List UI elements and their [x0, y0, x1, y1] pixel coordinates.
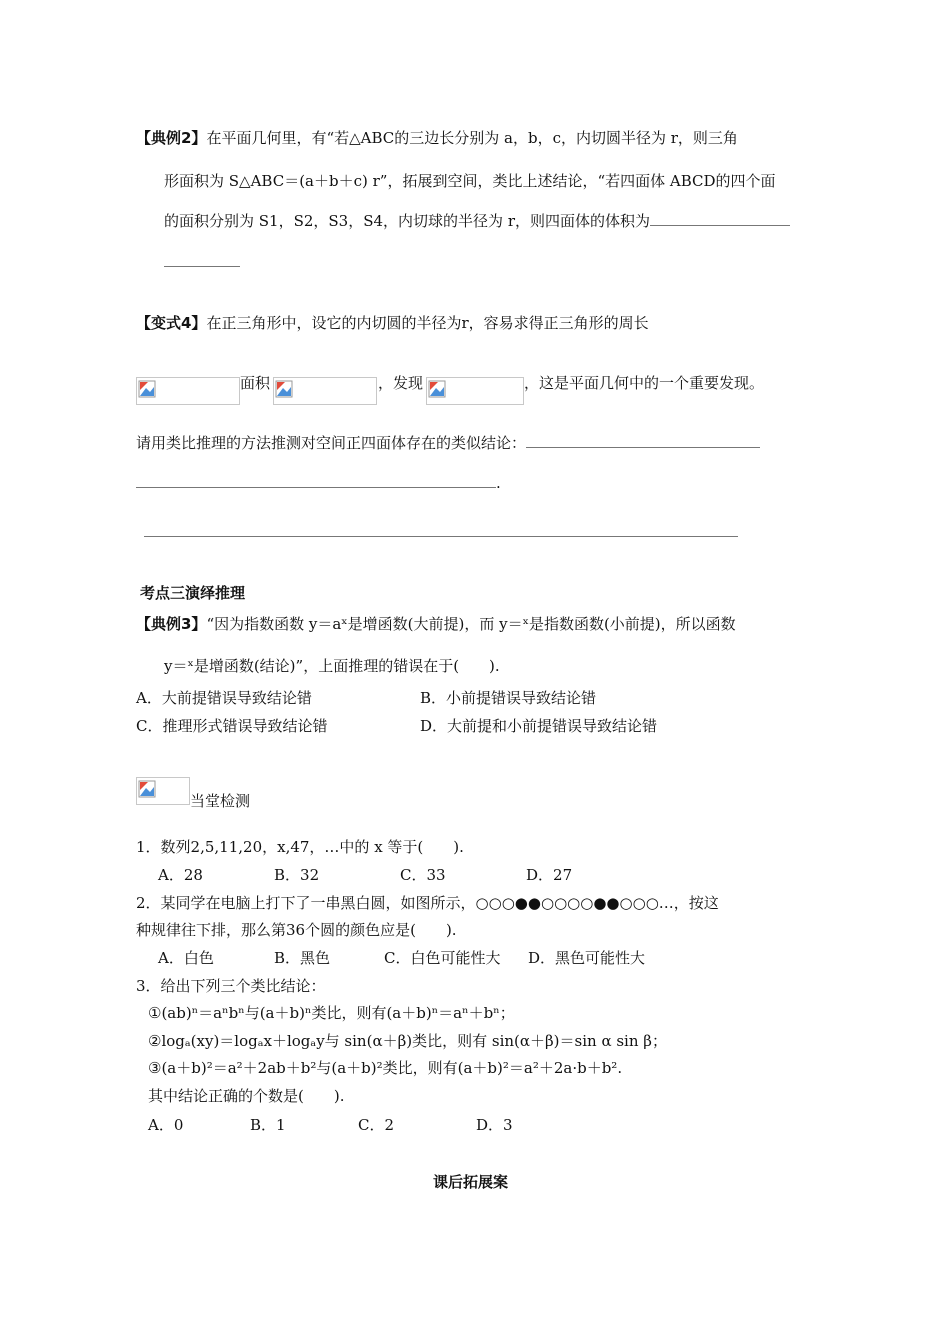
question-2-line-1: 2．某同学在电脑上打下了一串黑白圆，如图所示，○○○●●○○○○●●○○○…，按这 — [136, 894, 719, 912]
example-3-text-1: “因为指数函数 y＝aˣ是增函数(大前提)，而 y＝ˣ是指数函数(小前提)，所以函数 — [206, 615, 736, 633]
q2-option-b[interactable]: B．黑色 — [274, 949, 331, 967]
example-2-text-3: 的面积分别为 S1，S2，S3，S4，内切球的半径为 r，则四面体的体积为 — [164, 212, 650, 230]
variant-4-text-1: 在正三角形中，设它的内切圆的半径为r，容易求得正三角形的周长 — [206, 314, 649, 332]
example-2-line-1 — [136, 127, 738, 148]
class-test-title: 当堂检测 — [190, 792, 251, 810]
broken-image-icon — [136, 377, 240, 405]
answer-blank[interactable] — [650, 211, 790, 226]
question-3-ask: 其中结论正确的个数是( ). — [148, 1087, 345, 1105]
option-b[interactable]: B．小前提错误导致结论错 — [420, 689, 597, 707]
option-d[interactable]: D．大前提和小前提错误导致结论错 — [420, 717, 658, 735]
option-a[interactable]: A．大前提错误导致结论错 — [136, 689, 312, 707]
q3-option-a[interactable]: A．0 — [148, 1116, 184, 1134]
answer-line[interactable] — [144, 536, 738, 537]
question-3-stem: 3．给出下列三个类比结论： — [136, 977, 326, 995]
example-2-line-3 — [164, 210, 790, 231]
variant-4-line-3 — [136, 432, 760, 453]
question-3-item-3: ③(a＋b)²＝a²＋2ab＋b²与(a＋b)²类比，则有(a＋b)²＝a²＋2a·b＋b². — [148, 1059, 623, 1077]
q1-option-c[interactable]: C．33 — [400, 866, 446, 884]
q2-option-c[interactable]: C．白色可能性大 — [384, 949, 501, 967]
section-title-after-class: 课后拓展案 — [433, 1173, 509, 1191]
found-label: ，发现 — [378, 374, 424, 392]
answer-blank[interactable] — [526, 433, 760, 448]
example-3-label: 【典例3】 — [136, 615, 207, 633]
q2-option-a[interactable]: A．白色 — [158, 949, 214, 967]
broken-image-icon — [273, 377, 377, 405]
q3-option-b[interactable]: B．1 — [250, 1116, 286, 1134]
q3-option-c[interactable]: C．2 — [358, 1116, 395, 1134]
q1-option-b[interactable]: B．32 — [274, 866, 320, 884]
answer-blank-continued[interactable] — [164, 266, 240, 267]
question-3-item-1: ①(ab)ⁿ＝aⁿbⁿ与(a＋b)ⁿ类比，则有(a＋b)ⁿ＝aⁿ＋bⁿ； — [148, 1004, 515, 1022]
example-3-line-2: y＝ˣ是增函数(结论)”，上面推理的错误在于( ). — [164, 657, 500, 675]
variant-4-label: 【变式4】 — [136, 314, 207, 332]
option-c[interactable]: C．推理形式错误导致结论错 — [136, 717, 328, 735]
variant-4-line-1 — [136, 312, 649, 333]
area-label: 面积 — [240, 374, 271, 392]
q1-option-a[interactable]: A．28 — [158, 866, 203, 884]
variant-4-text-3: 请用类比推理的方法推测对空间正四面体存在的类似结论： — [136, 434, 527, 452]
question-2-line-2: 种规律往下排，那么第36个圆的颜色应是( ). — [136, 921, 457, 939]
q3-option-d[interactable]: D．3 — [476, 1116, 513, 1134]
broken-image-icon — [426, 377, 524, 405]
q2-option-d[interactable]: D．黑色可能性大 — [528, 949, 646, 967]
variant-4-tail: ，这是平面几何中的一个重要发现。 — [524, 374, 765, 392]
example-3-line-1 — [136, 613, 736, 634]
broken-image-icon — [136, 777, 190, 805]
q1-option-d[interactable]: D．27 — [526, 866, 573, 884]
question-1-stem: 1．数列2,5,11,20，x,47，…中的 x 等于( ). — [136, 838, 464, 856]
question-3-item-2: ②logₐ(xy)＝logₐx＋logₐy与 sin(α＋β)类比，则有 sin(α＋β)＝sin α sin β； — [148, 1032, 667, 1050]
example-2-text-1: 在平面几何里，有“若△ABC的三边长分别为 a，b，c，内切圆半径为 r，则三角 — [206, 129, 738, 147]
section-title-deductive: 考点三演绎推理 — [140, 584, 246, 602]
example-2-label: 【典例2】 — [136, 129, 207, 147]
answer-blank-continued[interactable] — [136, 487, 496, 488]
example-2-line-2: 形面积为 S△ABC＝(a＋b＋c) r”，拓展到空间，类比上述结论，“若四面体 ABCD的四个面 — [164, 172, 776, 190]
end-dot: . — [496, 474, 501, 492]
